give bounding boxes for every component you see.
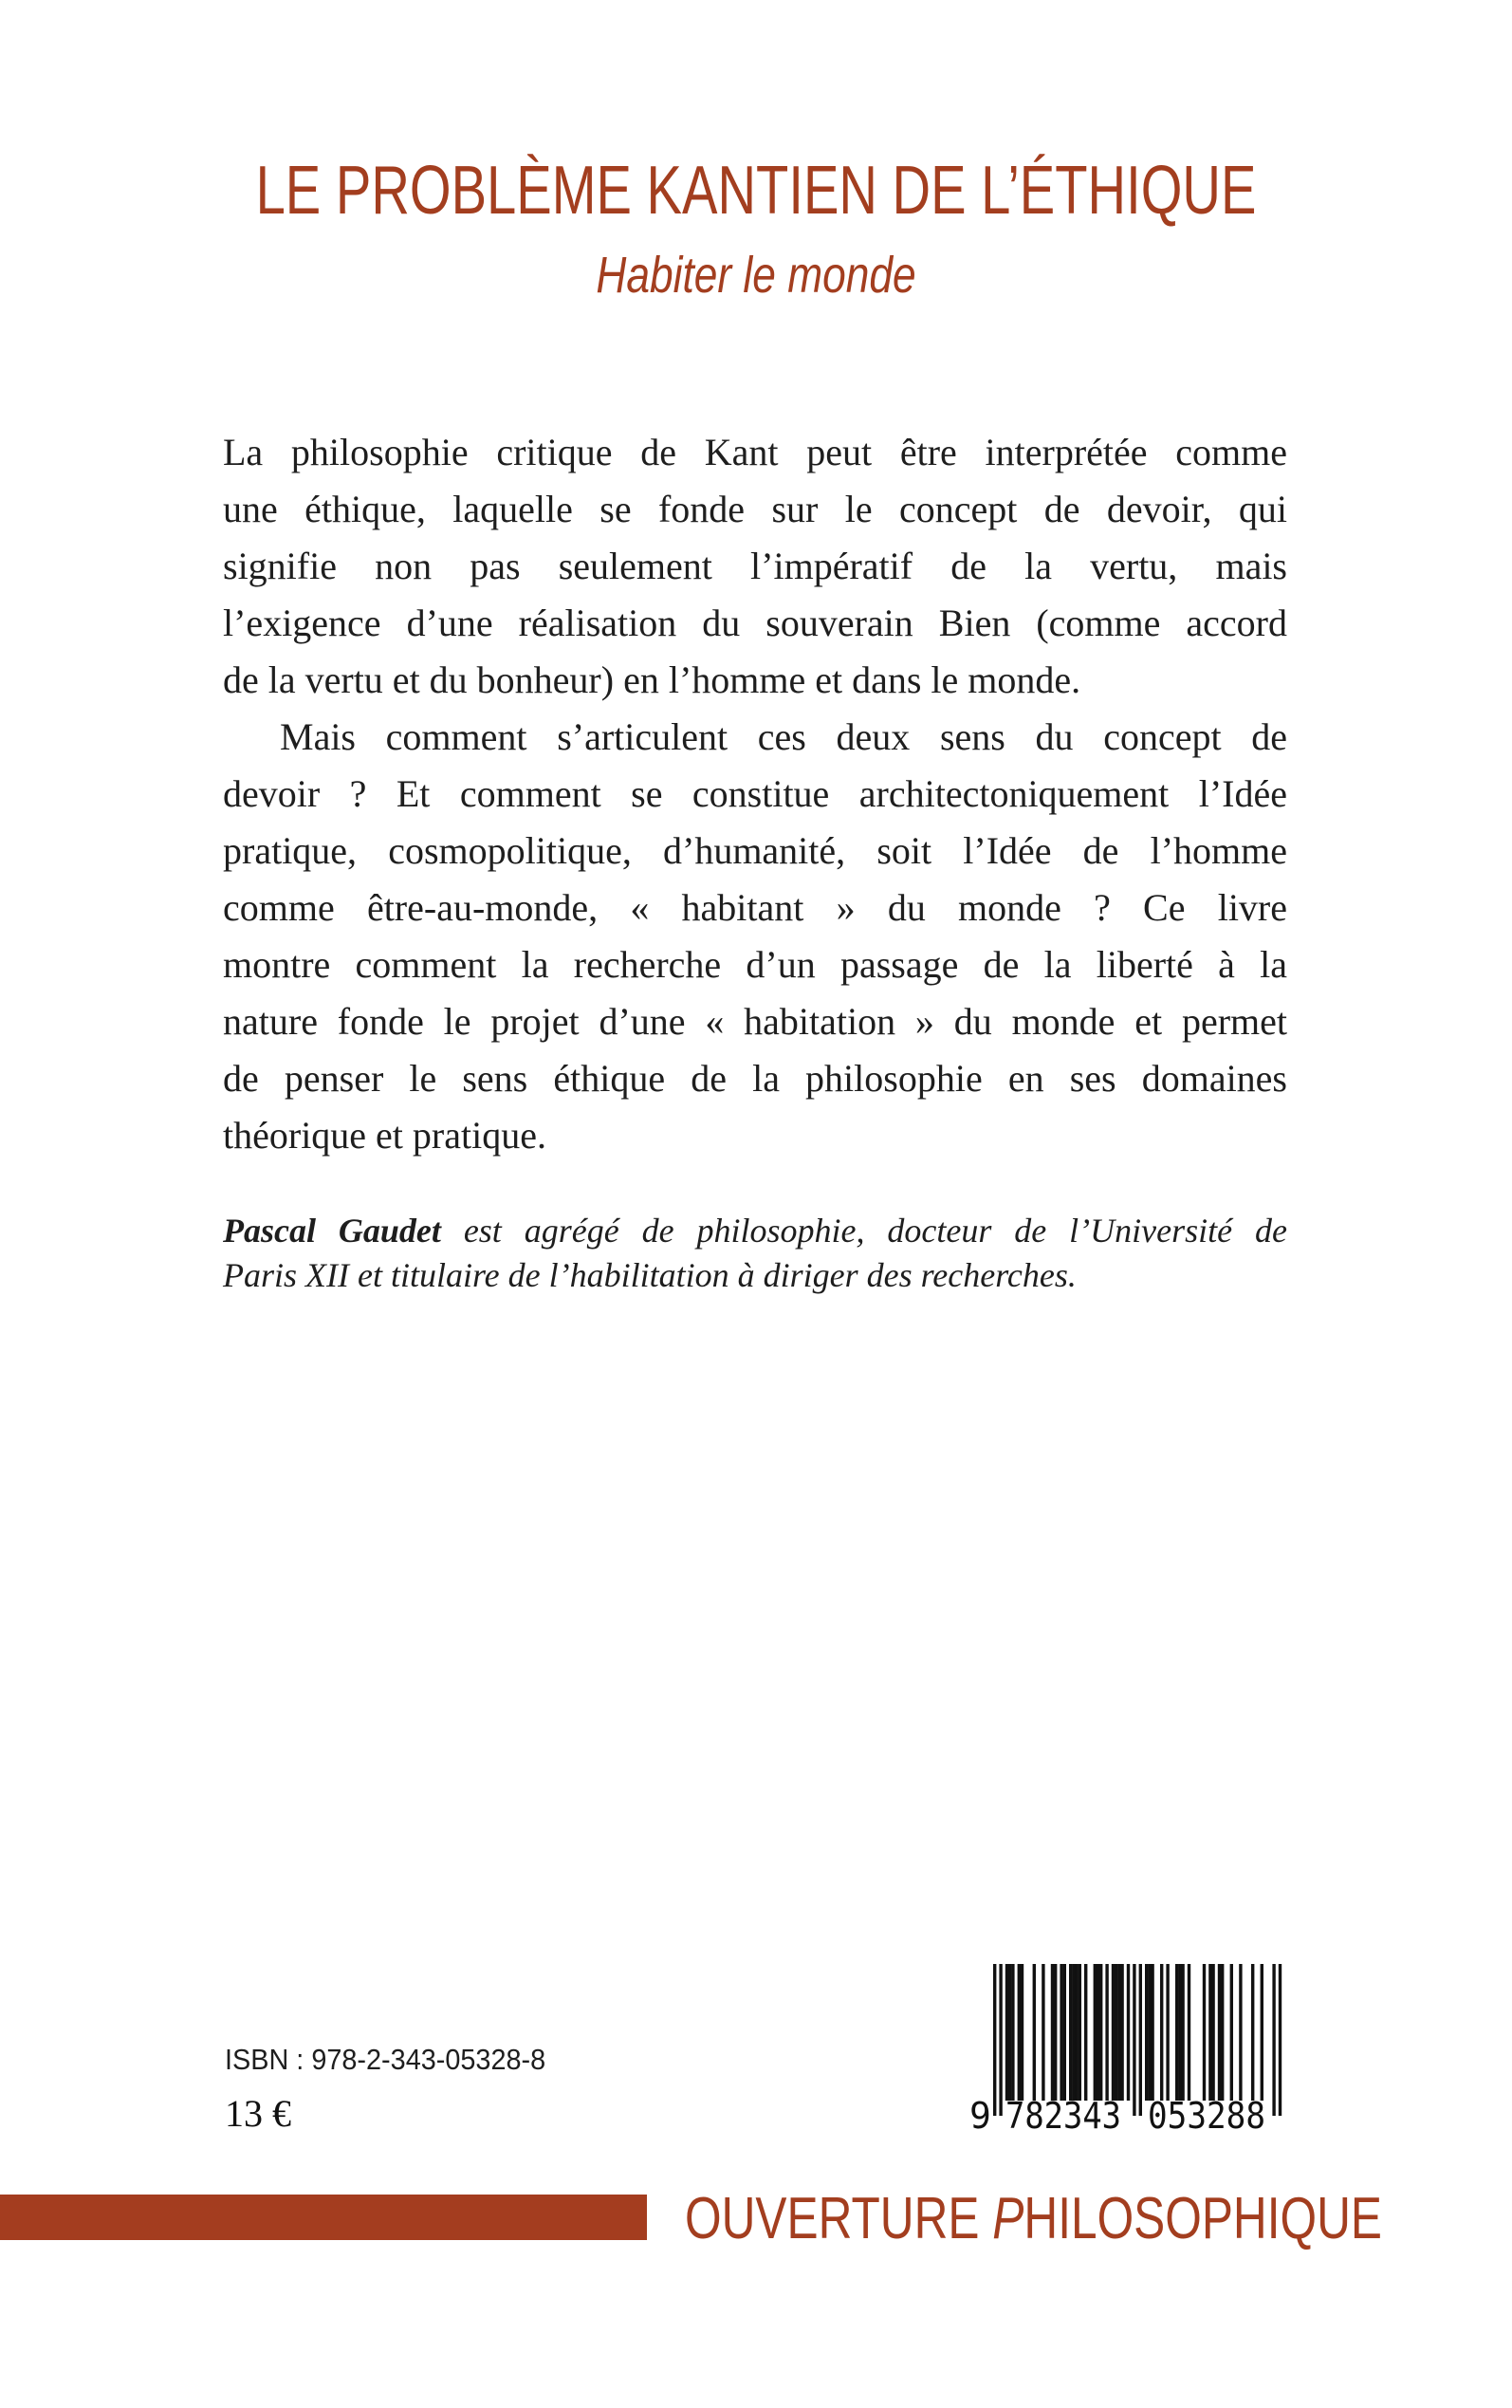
book-subtitle: Habiter le monde xyxy=(596,247,916,304)
blurb-line: devoir ? Et comment se constitue architectoniquement l’Idée xyxy=(223,772,1287,815)
blurb xyxy=(223,424,1287,1164)
series-name-part: OUVERTURE xyxy=(685,2186,993,2251)
isbn-barcode xyxy=(968,1960,1295,2140)
author-name: Pascal Gaudet xyxy=(223,1212,441,1250)
blurb-line: Mais comment s’articulent ces deux sens du concept de xyxy=(280,715,1287,758)
blurb-line: de la vertu et du bonheur) en l’homme et dans le monde. xyxy=(223,658,1081,701)
isbn-label: ISBN : 978-2-343-05328-8 xyxy=(225,2043,546,2076)
barcode-digits-right: 053288 xyxy=(1148,2095,1265,2137)
blurb-line: théorique et pratique. xyxy=(223,1114,546,1157)
barcode-digit-first: 9 xyxy=(969,2095,991,2137)
blurb-line: pratique, cosmopolitique, d’humanité, soit l’Idée de l’homme xyxy=(223,829,1287,872)
barcode-digits-left: 782343 xyxy=(1005,2095,1121,2137)
author-bio xyxy=(223,1209,1287,1298)
blurb-line: une éthique, laquelle se fonde sur le concept de devoir, qui xyxy=(223,488,1287,530)
price: 13 € xyxy=(225,2092,291,2135)
blurb-paragraph-1 xyxy=(223,424,1287,709)
series-name-part: HILOSOPHIQUE xyxy=(1023,2186,1382,2251)
blurb-line: montre comment la recherche d’un passage de la liberté à la xyxy=(223,943,1287,986)
series-name-italic-letter: P xyxy=(992,2186,1024,2251)
blurb-line: nature fonde le projet d’une « habitation » du monde et permet xyxy=(223,1000,1287,1043)
author-bio-line-2: Paris XII et titulaire de l’habilitation à diriger des recherches. xyxy=(223,1256,1077,1294)
blurb-line: l’exigence d’une réalisation du souverain Bien (comme accord xyxy=(223,602,1287,644)
barcode-icon xyxy=(968,1960,1295,2140)
series-name xyxy=(685,2186,1382,2252)
blurb-line: comme être-au-monde, « habitant » du monde ? Ce livre xyxy=(223,886,1287,929)
series-accent-bar xyxy=(0,2195,647,2240)
blurb-line: de penser le sens éthique de la philosophie en ses domaines xyxy=(223,1057,1287,1100)
blurb-line: La philosophie critique de Kant peut être interprétée comme xyxy=(223,431,1287,473)
author-bio-text: est agrégé de philosophie, docteur de l’Université de xyxy=(440,1212,1288,1250)
blurb-line: signifie non pas seulement l’impératif de la vertu, mais xyxy=(223,545,1287,587)
blurb-paragraph-2 xyxy=(223,709,1287,1164)
book-title: LE PROBLÈME KANTIEN DE L’ÉTHIQUE xyxy=(255,153,1257,229)
author-bio-line-1 xyxy=(223,1209,1287,1253)
